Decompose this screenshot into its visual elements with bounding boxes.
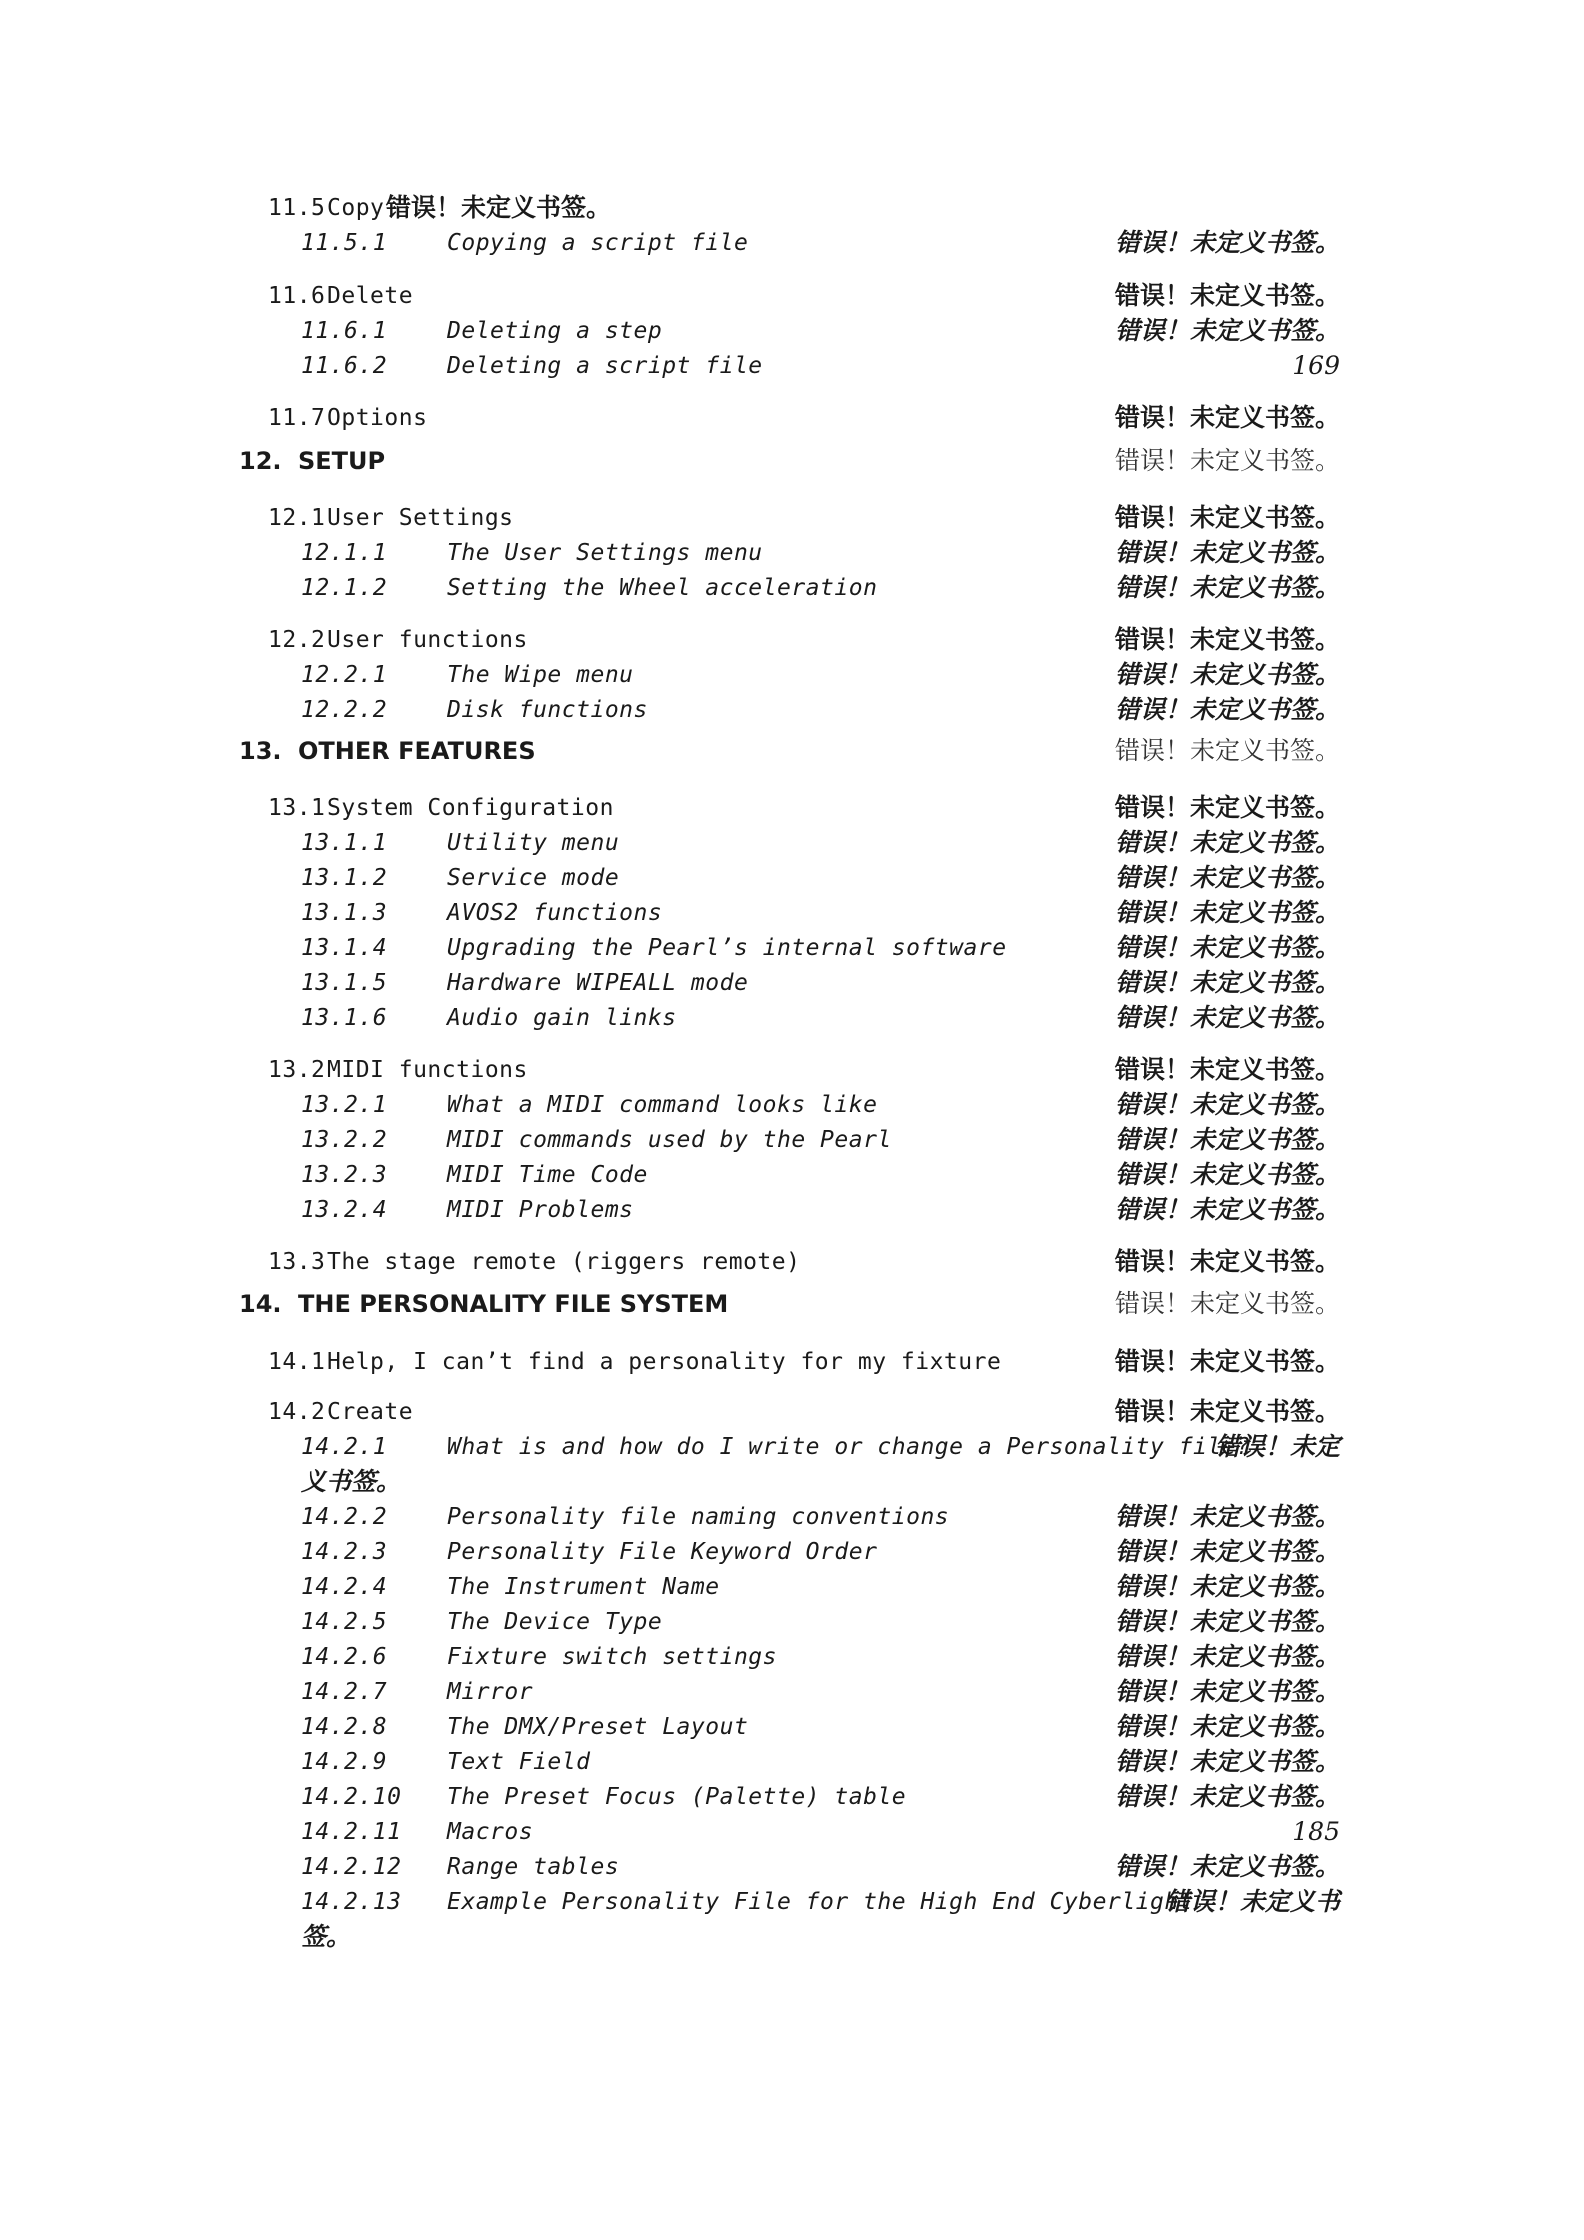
toc-entry-number: 12.2 [268,627,326,653]
toc-entry-page: 错误！未定义书签。 [1114,968,1340,997]
toc-entry-number: 11.5 [268,195,326,221]
toc-entry [0,1744,1584,1780]
toc-entry-number: 14.2.13 [301,1889,402,1915]
toc-entry-page: 错误！未定义书签。 [1114,828,1340,857]
toc-entry-number: 14.2.6 [301,1644,388,1670]
toc-entry-title: AVOS2 functions [447,900,663,926]
toc-entry [0,570,1584,606]
toc-entry-page: 错误！未定义书签。 [1114,1502,1340,1531]
toc-entry [0,1814,1584,1850]
toc-entry-number: 13.3 [268,1249,326,1275]
toc-entry-title: The Instrument Name [447,1574,720,1600]
toc-entry-page: 错误！未定义书签。 [1114,1125,1340,1154]
toc-entry-number: 13.2.3 [301,1162,388,1188]
toc-entry-number: 12.2.2 [301,697,388,723]
toc-entry [0,622,1584,658]
toc-entry-title: The User Settings menu [447,540,763,566]
toc-entry-page-continuation: 签。 [301,1922,352,1951]
toc-entry-title: Setting the Wheel acceleration [447,575,878,601]
toc-entry-number: 11.5.1 [301,230,388,256]
toc-entry [0,1344,1584,1380]
toc-entry [0,225,1584,261]
toc-chapter-number: 13. [239,737,282,765]
toc-chapter [0,733,1584,769]
toc-entry [0,1192,1584,1228]
toc-entry [0,1569,1584,1605]
toc-entry-number: 13.2.2 [301,1127,388,1153]
toc-entry-title: Personality File Keyword Order [447,1539,878,1565]
toc-entry-title: MIDI commands used by the Pearl [447,1127,892,1153]
toc-entry-title: Fixture switch settings [447,1644,777,1670]
toc-entry-page: 错误！未定义书签。 [1114,1642,1340,1671]
toc-entry-title: MIDI Time Code [447,1162,648,1188]
toc-entry [0,1122,1584,1158]
toc-entry-page: 错误！未定义书签。 [1114,573,1340,602]
toc-entry-number: 12.2.1 [301,662,388,688]
toc-entry-page: 错误！未定义书签。 [1114,1195,1340,1224]
toc-chapter-title: THE PERSONALITY FILE SYSTEM [298,1290,729,1318]
toc-entry-page: 错误！未定义书签。 [1114,1677,1340,1706]
toc-entry-number: 13.2.1 [301,1092,388,1118]
toc-entry-title: Options [327,405,428,431]
toc-entry-page: 错误！未定义书签。 [1114,1852,1340,1881]
toc-entry-page: 错误！未定义书签。 [1114,1712,1340,1741]
toc-entry [0,1394,1584,1430]
toc-entry-title: User Settings [327,505,514,531]
toc-entry [0,500,1584,536]
toc-entry-number: 14.2.12 [301,1854,402,1880]
toc-entry-number: 11.6.1 [301,318,388,344]
toc-entry-page: 错误！未定义书签。 [1114,793,1340,822]
toc-entry-number: 13.2.4 [301,1197,388,1223]
toc-entry-page: 错误！未定义书签。 [1114,503,1340,532]
toc-entry-title: Text Field [447,1749,591,1775]
toc-entry [0,930,1584,966]
toc-entry [0,313,1584,349]
toc-entry-number: 14.2.2 [301,1504,388,1530]
toc-entry-title: Deleting a script file [447,353,763,379]
toc-entry-title: The Device Type [447,1609,663,1635]
toc-entry-page: 错误！未定义书签。 [1114,403,1340,432]
toc-chapter-number: 12. [239,447,282,475]
toc-entry-title: Audio gain links [447,1005,677,1031]
toc-entry-page: 错误！未定义书签。 [1114,1537,1340,1566]
toc-entry-number: 12.1 [268,505,326,531]
toc-chapter-title: OTHER FEATURES [298,737,536,765]
toc-entry [0,1000,1584,1036]
toc-entry [0,1534,1584,1570]
toc-entry-title: Upgrading the Pearl’s internal software [447,935,1007,961]
toc-entry-page: 错误！未定义书签。 [1114,1347,1340,1376]
toc-entry-number: 11.6 [268,283,326,309]
toc-entry [0,400,1584,436]
toc-entry-number: 13.1.2 [301,865,388,891]
toc-entry-title: Hardware WIPEALL mode [447,970,749,996]
toc-entry-number: 13.2 [268,1057,326,1083]
toc-entry-page: 185 [1292,1817,1340,1846]
toc-entry-title: Copying a script file [447,230,749,256]
toc-entry-title: Service mode [447,865,620,891]
toc-entry-number: 11.7 [268,405,326,431]
toc-entry-title: What a MIDI command looks like [447,1092,878,1118]
toc-entry-page: 错误！未定义书签。 [1114,281,1340,310]
toc-entry-title: Example Personality File for the High End Cyberlight [447,1889,1194,1915]
toc-entry-page: 错误！未定义书签。 [1114,316,1340,345]
toc-entry-page: 错误！未定义书 [1164,1887,1340,1916]
toc-entry-number: 13.1.6 [301,1005,388,1031]
toc-entry-page: 错误！未定义书签。 [1114,1747,1340,1776]
toc-entry-title: System Configuration [327,795,614,821]
toc-entry [0,965,1584,1001]
toc-entry [0,860,1584,896]
toc-entry-page: 错误！未定义书签。 [1114,1003,1340,1032]
toc-entry-number: 13.1 [268,795,326,821]
toc-entry-title: Range tables [447,1854,620,1880]
toc-entry-page: 错误！未定义书签。 [1114,625,1340,654]
toc-entry-number: 14.2.7 [301,1679,388,1705]
toc-entry [0,657,1584,693]
toc-entry [0,278,1584,314]
toc-entry-title: MIDI Problems [447,1197,634,1223]
toc-entry [0,692,1584,728]
toc-entry-title: Create [327,1399,414,1425]
toc-entry-title: Mirror [447,1679,534,1705]
toc-entry-number: 13.1.3 [301,900,388,926]
toc-entry-page: 错误！未定义书签。 [1114,660,1340,689]
toc-entry [0,1244,1584,1280]
toc-entry-number: 14.2.8 [301,1714,388,1740]
toc-entry-title: User functions [327,627,528,653]
toc-entry-title: Delete [327,283,414,309]
toc-entry [0,1052,1584,1088]
toc-entry [0,825,1584,861]
toc-chapter-title: SETUP [298,447,386,475]
toc-entry [0,790,1584,826]
toc-entry-number: 13.1.4 [301,935,388,961]
toc-entry-title: MIDI functions [327,1057,528,1083]
toc-entry [0,1157,1584,1193]
toc-entry-title: Disk functions [447,697,648,723]
toc-entry-title: What is and how do I write or change a Personality file? [447,1434,1251,1460]
toc-entry-number: 14.2.3 [301,1539,388,1565]
toc-entry-number: 14.2.10 [301,1784,402,1810]
toc-entry-number: 12.1.2 [301,575,388,601]
toc-entry-page: 169 [1292,351,1340,380]
toc-entry-title: Utility menu [447,830,620,856]
toc-entry-page: 错误！未定义书签。 [1114,1397,1340,1426]
toc-entry-number: 14.2.5 [301,1609,388,1635]
toc-entry-page: 错误！未定义书签。 [1114,1160,1340,1189]
toc-entry [0,1709,1584,1745]
toc-chapter-page: 错误！未定义书签。 [1114,1289,1340,1318]
toc-entry [0,1884,1584,1920]
toc-entry-number: 14.2 [268,1399,326,1425]
toc-entry-title: Help, I can’t find a personality for my fixture [327,1349,1002,1375]
toc-entry-page: 错误！未定义书签。 [1114,898,1340,927]
toc-entry-title: Deleting a step [447,318,663,344]
toc-entry-page: 错误！未定义书签。 [1114,1055,1340,1084]
toc-entry-page-continuation: 义书签。 [301,1467,402,1496]
toc-entry [0,1639,1584,1675]
toc-entry [0,1674,1584,1710]
toc-entry-page: 错误！未定义书签。 [1114,1782,1340,1811]
toc-entry-number: 12.1.1 [301,540,388,566]
toc-entry-number: 13.1.1 [301,830,388,856]
toc-entry [0,348,1584,384]
toc-entry-title: The DMX/Preset Layout [447,1714,749,1740]
toc-entry-number: 11.6.2 [301,353,388,379]
toc-entry [0,1499,1584,1535]
toc-entry [0,535,1584,571]
toc-entry-page: 错误！未定 [1214,1432,1340,1461]
toc-entry-page: 错误！未定义书签。 [386,193,612,222]
toc-chapter-number: 14. [239,1290,282,1318]
toc-entry-title: The stage remote (riggers remote) [327,1249,801,1275]
toc-entry-page: 错误！未定义书签。 [1114,933,1340,962]
toc-entry-number: 14.2.4 [301,1574,388,1600]
toc-entry-page: 错误！未定义书签。 [1114,1607,1340,1636]
toc-entry [0,1087,1584,1123]
toc-entry [0,1604,1584,1640]
toc-entry-page: 错误！未定义书签。 [1114,695,1340,724]
toc-entry-number: 14.2.9 [301,1749,388,1775]
toc-entry-page: 错误！未定义书签。 [1114,1572,1340,1601]
toc-entry-number: 14.2.1 [301,1434,388,1460]
toc-entry-number: 13.1.5 [301,970,388,996]
toc-entry-page: 错误！未定义书签。 [1114,1247,1340,1276]
toc-entry-page: 错误！未定义书签。 [1114,228,1340,257]
toc-entry-page: 错误！未定义书签。 [1114,863,1340,892]
toc-entry-title: The Preset Focus (Palette) table [447,1784,907,1810]
toc-entry [0,1779,1584,1815]
toc-entry-number: 14.1 [268,1349,326,1375]
toc-entry [0,190,1584,226]
toc-entry-page: 错误！未定义书签。 [1114,1090,1340,1119]
toc-entry [0,1429,1584,1465]
toc-entry-title: Macros [447,1819,534,1845]
toc-entry [0,1849,1584,1885]
toc-chapter [0,443,1584,479]
toc-entry-title: Personality file naming conventions [447,1504,950,1530]
toc-entry-title: Copy [327,195,385,221]
toc-entry-title: The Wipe menu [447,662,634,688]
toc-entry [0,895,1584,931]
toc-chapter-page: 错误！未定义书签。 [1114,446,1340,475]
toc-entry-number: 14.2.11 [301,1819,402,1845]
toc-chapter-page: 错误！未定义书签。 [1114,736,1340,765]
toc-chapter [0,1286,1584,1322]
toc-entry-page: 错误！未定义书签。 [1114,538,1340,567]
